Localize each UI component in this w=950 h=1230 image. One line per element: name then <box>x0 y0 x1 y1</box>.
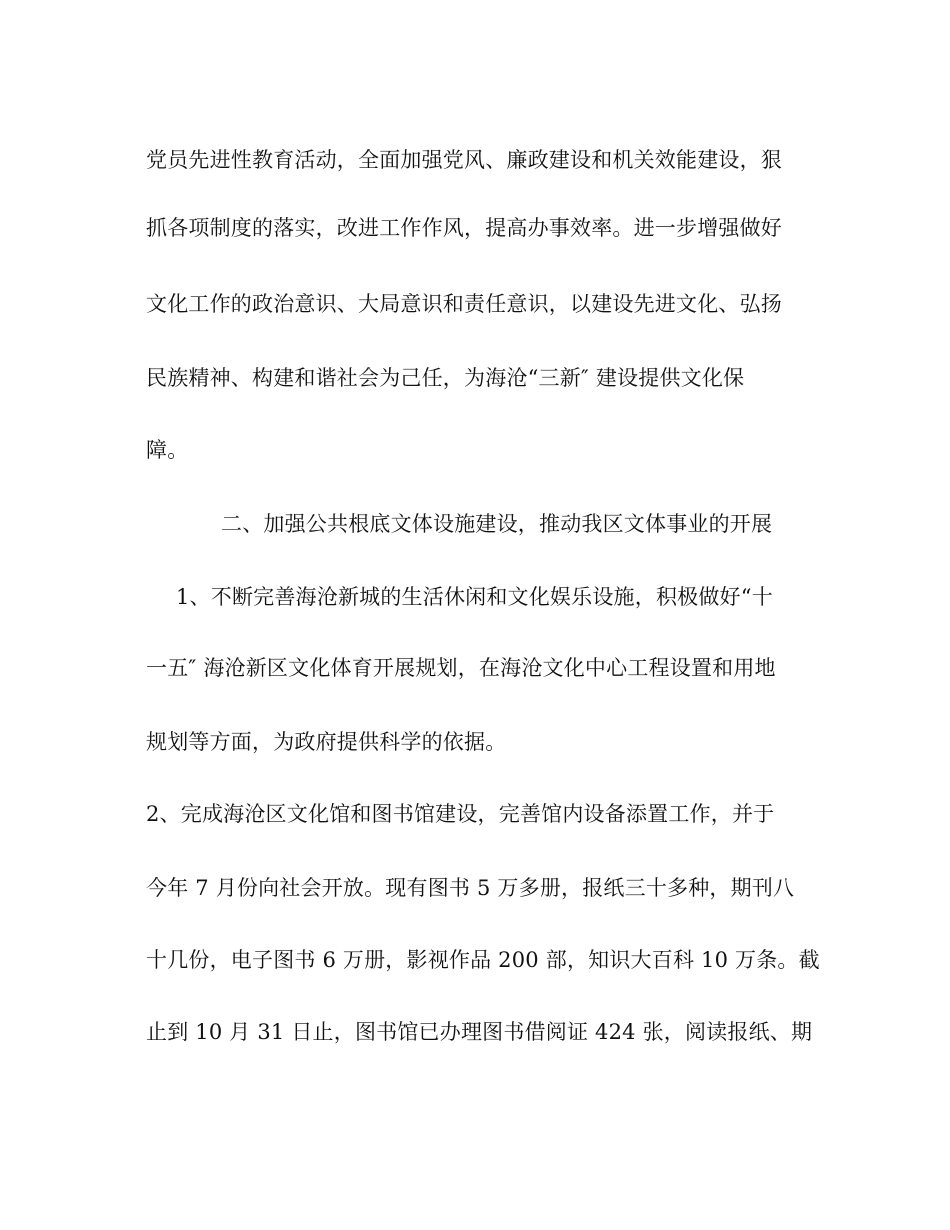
list-item-line: 今年 7 月份向社会开放。现有图书 5 万多册，报纸三十多种，期刊八 <box>146 876 795 900</box>
list-item-line: 2、完成海沧区文化馆和图书馆建设，完善馆内设备添置工作，并于 <box>146 802 775 826</box>
list-item-line: 十几份，电子图书 6 万册，影视作品 200 部，知识大百科 10 万条。截 <box>146 948 820 972</box>
paragraph-line: 党员先进性教育活动，全面加强党风、廉政建设和机关效能建设，狠 <box>146 148 782 172</box>
list-item-line: 规划等方面，为政府提供科学的依据。 <box>146 730 507 754</box>
paragraph-line: 障。 <box>146 438 189 462</box>
paragraph-line: 抓各项制度的落实，改进工作作风，提高办事效率。进一步增强做好 <box>146 216 782 240</box>
paragraph-line: 民族精神、构建和谐社会为己任，为海沧“三新″ 建设提供文化保 <box>146 366 745 390</box>
section-heading: 二、加强公共根底文体设施建设，推动我区文体事业的开展 <box>221 512 773 536</box>
list-item-line: 止到 10 月 31 日止，图书馆已办理图书借阅证 424 张，阅读报纸、期 <box>146 1020 813 1044</box>
list-item-line: 1、不断完善海沧新城的生活休闲和文化娱乐设施，积极做好“十 <box>176 585 773 609</box>
paragraph-line: 文化工作的政治意识、大局意识和责任意识，以建设先进文化、弘扬 <box>146 292 782 316</box>
list-item-line: 一五″ 海沧新区文化体育开展规划，在海沧文化中心工程设置和用地 <box>146 656 776 680</box>
